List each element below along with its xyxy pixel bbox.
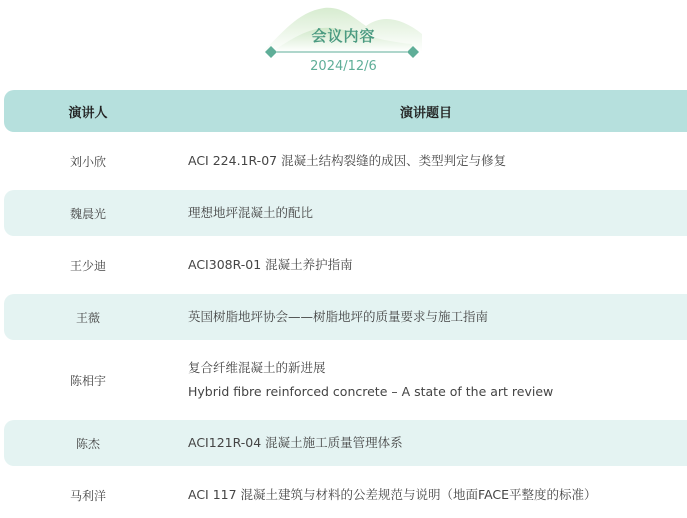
- talk-title: 理想地坪混凝土的配比: [188, 205, 314, 220]
- table-row: [4, 190, 687, 236]
- talk-topic: [172, 149, 506, 173]
- speaker-name: 王薇: [75, 310, 100, 325]
- talk-title: ACI 224.1R-07 混凝土结构裂缝的成因、类型判定与修复: [188, 153, 507, 168]
- table-row: [4, 472, 687, 518]
- table-row: [4, 294, 687, 340]
- talk-title: ACI121R-04 混凝土施工质量管理体系: [188, 435, 403, 450]
- talk-title: 复合纤维混凝土的新进展: [188, 360, 326, 375]
- table-row: [4, 242, 687, 288]
- title-divider: [264, 45, 420, 59]
- table-header-row: [4, 90, 687, 132]
- speaker-name: 王少迪: [69, 258, 106, 273]
- talk-title-english: Hybrid fibre reinforced concrete – A state of the art review: [188, 384, 554, 399]
- talk-title: 英国树脂地坪协会——树脂地坪的质量要求与施工指南: [188, 309, 489, 324]
- talk-topic: [172, 201, 313, 225]
- talk-topic: [172, 305, 488, 329]
- talk-topic: [172, 483, 597, 507]
- talk-topic: [172, 253, 353, 277]
- speaker-name: 马利洋: [69, 488, 106, 503]
- talk-title: ACI308R-01 混凝土养护指南: [188, 257, 353, 272]
- table-row: [4, 420, 687, 466]
- speaker-name: 魏晨光: [69, 206, 106, 221]
- table-row: [4, 346, 687, 414]
- column-header-topic: 演讲题目: [399, 105, 452, 121]
- talk-topic: [172, 356, 553, 404]
- agenda-table: [4, 90, 687, 518]
- page-title: 会议内容: [311, 27, 376, 45]
- speaker-name: 陈杰: [75, 436, 100, 451]
- talk-title: ACI 117 混凝土建筑与材料的公差规范与说明（地面FACE平整度的标准）: [188, 487, 597, 502]
- speaker-name: 陈相宇: [69, 373, 106, 388]
- speaker-name: 刘小欣: [69, 154, 106, 169]
- table-row: [4, 138, 687, 184]
- talk-topic: [172, 431, 403, 455]
- page-header: [0, 0, 687, 86]
- meeting-date: 2024/12/6: [310, 59, 377, 74]
- column-header-speaker: 演讲人: [68, 105, 108, 121]
